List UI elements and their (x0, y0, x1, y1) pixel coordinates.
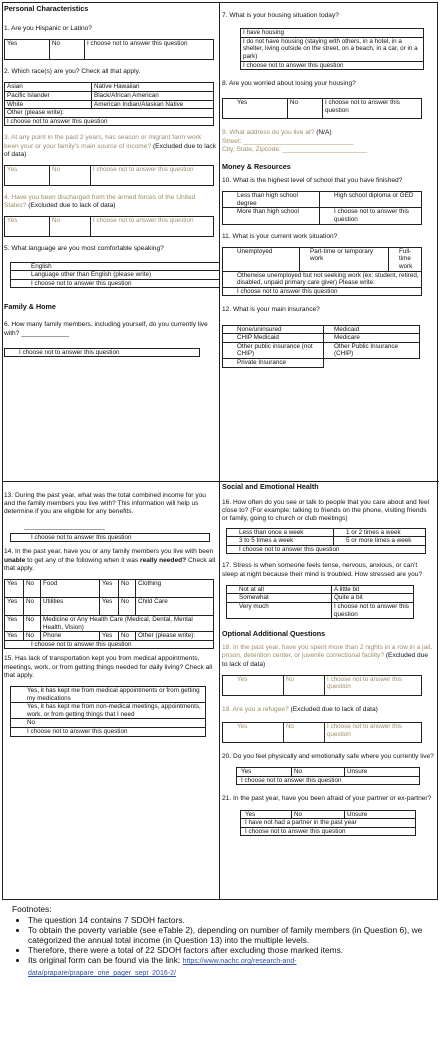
q19-options (222, 722, 422, 743)
street-field[interactable]: Street: ______________________________ (222, 137, 354, 145)
section-title-family: Family & Home (4, 302, 56, 312)
q17-somewhat[interactable]: Somewhat (227, 594, 332, 603)
q11-full-time[interactable]: Full-time work (389, 247, 422, 271)
question-3: 3. At any point in the past 2 years, has season or migrant farm work been your or your family's main source of income? (Excluded due to lack of data) (4, 134, 217, 158)
q7-no-housing[interactable]: I do not have housing (staying with others, in a hotel, in a shelter, living outside on the street, on a beach, in a car, or in a park) (241, 37, 424, 61)
q5-decline[interactable]: I choose not to answer this question (11, 279, 220, 288)
q11-options (222, 247, 422, 297)
q2-decline[interactable]: I choose not to answer this question (5, 117, 214, 126)
question-7: 7. What is your housing situation today? (222, 12, 339, 19)
q14-phone-no[interactable]: No (24, 632, 41, 641)
question-16: 16. How often do you see or talk to people that you care about and feel close to? (For example: talking to friends on the phone, visiting friends or family, going to church or club meetings) (222, 499, 430, 523)
q16-decline[interactable]: I choose not to answer this question (227, 545, 426, 554)
q8-decline[interactable]: I choose not to answer this question (323, 99, 422, 119)
q20-options (236, 767, 420, 785)
q20-no[interactable]: No (292, 768, 345, 777)
q1-no[interactable]: No (50, 40, 85, 60)
question-5: 5. What language are you most comfortable speaking? (4, 245, 164, 253)
q5-english[interactable]: English (11, 262, 220, 271)
q14-medicine: Medicine or Any Health Care (Medical, Dental, Mental Health, Vision) (41, 616, 214, 632)
q14-utilities: Utilities (41, 598, 100, 616)
q3-yes[interactable]: Yes (5, 165, 50, 185)
q2-black[interactable]: Black/African American (92, 92, 214, 101)
q15-options (10, 686, 206, 737)
question-21: 21. In the past year, have you been afraid of your partner or ex-partner? (222, 795, 432, 803)
q4-no[interactable]: No (50, 217, 91, 237)
q21-decline[interactable]: I choose not to answer this question (241, 827, 416, 836)
q20-decline[interactable]: I choose not to answer this question (237, 776, 420, 785)
q8-yes[interactable]: Yes (223, 99, 288, 119)
q2-american-indian[interactable]: American Indian/Alaskan Native (92, 100, 214, 109)
footnotes-title: Footnotes: (12, 904, 52, 914)
q21-yes[interactable]: Yes (241, 810, 292, 819)
q6-blank[interactable]: _____________ (21, 329, 69, 337)
q11-unemployed[interactable]: Unemployed (223, 247, 300, 271)
q14-clothing-yes[interactable]: Yes (100, 580, 119, 598)
q20-yes[interactable]: Yes (237, 768, 292, 777)
footnote-item: • Therefore, there were a total of 22 SDOH factors after excluding those marked items. (28, 945, 432, 955)
q21-no-partner[interactable]: I have not had a partner in the past year (241, 819, 416, 828)
q17-options (226, 585, 414, 619)
q5-options (10, 262, 220, 289)
q2-options (4, 82, 214, 126)
section-title-social: Social and Emotional Health (222, 482, 319, 491)
q7-have-housing[interactable]: I have housing (241, 29, 424, 38)
q12-chip-medicaid[interactable]: CHIP Medicaid (223, 334, 324, 343)
q14-clothing-no[interactable]: No (119, 580, 136, 598)
q1-yes[interactable]: Yes (5, 40, 50, 60)
q4-yes[interactable]: Yes (5, 217, 50, 237)
q13-options (10, 533, 210, 543)
footnotes-list (12, 915, 432, 979)
question-6: 6. How many family members, including yourself, do you currently live with? _____________ (4, 321, 208, 337)
question-19: 19. Are you a refugee? (Excluded due to lack of data) (222, 705, 378, 713)
question-15: 15. Has lack of transportation kept you from medical appointments, meetings, work, or from getting things needed for daily living? Check all that apply. (4, 655, 213, 679)
prapare-link[interactable]: https://www.nachc.org/research-and-data/prapare/prapare_one_pager_sept_2016-2/ (28, 958, 297, 977)
q5-other-language[interactable]: Language other than English (please write) (11, 271, 220, 280)
question-11: 11. What is your current work situation? (222, 232, 338, 240)
q18-decline[interactable]: I choose not to answer this question (325, 675, 422, 695)
q10-hs-diploma[interactable]: High school diploma or GED (320, 192, 422, 208)
q14-decline[interactable]: I choose not to answer this question (5, 640, 214, 649)
q15-no[interactable]: No (11, 719, 206, 728)
q4-decline[interactable]: I choose not to answer this question (91, 217, 214, 237)
q12-uninsured[interactable]: None/uninsured (223, 325, 324, 334)
q12-medicaid[interactable]: Medicaid (324, 325, 420, 334)
q1-options (4, 39, 214, 60)
q2-pacific-islander[interactable]: Pacific Islander (5, 92, 92, 101)
q11-part-time[interactable]: Part-time or temporary work (300, 247, 389, 271)
q8-no[interactable]: No (288, 99, 323, 119)
q12-medicare[interactable]: Medicare (324, 334, 420, 343)
q14-food: Food (41, 580, 100, 598)
q14-clothing: Clothing (136, 580, 214, 598)
left-top-column (4, 4, 216, 357)
q17-very-much[interactable]: Very much (227, 602, 332, 618)
q10-less-than-hs[interactable]: Less than high school degree (223, 192, 320, 208)
q14-other-yes[interactable]: Yes (100, 632, 119, 641)
q14-food-yes[interactable]: Yes (5, 580, 24, 598)
right-top-column (222, 12, 434, 368)
q14-phone: Phone (41, 632, 100, 641)
question-20: 20. Do you feel physically and emotionally safe where you currently live? (222, 752, 434, 760)
q14-utilities-yes[interactable]: Yes (5, 598, 24, 616)
q6-decline[interactable]: I choose not to answer this question (5, 348, 200, 357)
q6-options (4, 348, 200, 358)
q14-other-no[interactable]: No (119, 632, 136, 641)
q11-otherwise[interactable]: Otherwise unemployed but not seeking work (ex: student, retired, disabled, unpaid primary care giver) Please write: (223, 271, 422, 287)
q14-utilities-no[interactable]: No (24, 598, 41, 616)
section-title-optional: Optional Additional Questions (222, 629, 326, 639)
q14-medicine-yes[interactable]: Yes (5, 616, 24, 632)
q14-phone-yes[interactable]: Yes (5, 632, 24, 641)
q2-other[interactable]: Other (please write): (5, 109, 214, 118)
q7-decline[interactable]: I choose not to answer this question (241, 61, 424, 70)
q16-less-once[interactable]: Less than once a week (227, 528, 334, 537)
question-13: 13. During the past year, what was the total combined income for you and the family members you live with? This information will help us determine if you are eligible for any benefits. (4, 492, 206, 516)
q16-options (226, 528, 426, 555)
footnote-item: • Its original form can be found via the link: https://www.nachc.org/research-and-data/prapare/prapare_one_pager_sept_2016-2/ (28, 955, 432, 979)
question-14: 14. In the past year, have you or any family members you live with been unable to get any of the following when it was really needed? Check all that apply. (4, 548, 216, 572)
q2-white[interactable]: White (5, 100, 92, 109)
q10-options (222, 191, 422, 224)
q4-options (4, 216, 214, 237)
q12-private[interactable]: Private Insurance (223, 358, 324, 367)
q13-blank[interactable]: ______________________ (24, 522, 105, 530)
q2-native-hawaiian[interactable]: Native Hawaiian (92, 83, 214, 92)
question-9: 9. What address do you live at? (N/A) (222, 129, 332, 137)
footnote-item: • To obtain the poverty variable (see eTable 2), depending on number of family members (in Question 6), we categorized the annual total income (in Question 13) into the multiple levels. (28, 925, 432, 945)
q15-non-medical[interactable]: Yes, it has kept me from non-medical meetings, appointments, work, or from getting things that I need (11, 703, 206, 719)
q11-decline[interactable]: I choose not to answer this question (223, 287, 422, 296)
question-4: 4. Have you been discharged from the armed forces of the United States? (Excluded due to lack of data) (4, 193, 196, 210)
q14-other: Other (please write): (136, 632, 214, 641)
question-17: 17. Stress is when someone feels tense, nervous, anxious, or can't sleep at night because their mind is troubled. How stressed are you? (222, 562, 423, 578)
section-title-money: Money & Resources (222, 161, 291, 171)
q17-decline[interactable]: I choose not to answer this question (332, 602, 414, 618)
q18-options (222, 675, 422, 696)
q17-quite-bit[interactable]: Quite a bit (332, 594, 414, 603)
footnotes (12, 904, 432, 979)
q19-no[interactable]: No (284, 722, 325, 742)
q3-decline[interactable]: I choose not to answer this question (91, 165, 214, 185)
q3-no[interactable]: No (50, 165, 91, 185)
q16-3-5[interactable]: 3 to 5 times a week (227, 537, 334, 546)
q16-1-2[interactable]: 1 or 2 times a week (334, 528, 426, 537)
left-bottom-column (4, 492, 216, 737)
q19-yes[interactable]: Yes (223, 722, 284, 742)
q16-5-more[interactable]: 5 or more times a week (334, 537, 426, 546)
q14-options (4, 579, 214, 649)
q14-childcare-no[interactable]: No (119, 598, 136, 616)
q14-food-no[interactable]: No (24, 580, 41, 598)
q10-decline[interactable]: I choose not to answer this question (320, 208, 422, 224)
q18-no[interactable]: No (284, 675, 325, 695)
q7-options (240, 28, 424, 70)
q12-options (222, 325, 420, 368)
city-field[interactable]: City, State, Zipcode: _______________________ (222, 145, 368, 153)
q21-options (240, 810, 416, 837)
q10-more-than-hs[interactable]: More than high school (223, 208, 320, 224)
q17-not-at-all[interactable]: Not at all (227, 585, 332, 594)
q15-medical[interactable]: Yes, it has kept me from medical appointments or from getting my medications (11, 687, 206, 703)
q21-unsure[interactable]: Unsure (345, 810, 416, 819)
footnote-item: • The question 14 contains 7 SDOH factors. (28, 915, 432, 925)
q3-options (4, 165, 214, 186)
question-8: 8. Are you worried about losing your housing? (222, 80, 356, 88)
right-bottom-column (222, 482, 434, 836)
q1-decline[interactable]: I choose not to answer this question (85, 40, 214, 60)
q14-childcare-yes[interactable]: Yes (100, 598, 119, 616)
q8-options (222, 98, 422, 119)
q21-no[interactable]: No (292, 810, 345, 819)
q19-decline[interactable]: I choose not to answer this question (325, 722, 422, 742)
column-divider (219, 3, 220, 899)
q12-other-public[interactable]: Other public insurance (not CHIP) (223, 342, 324, 358)
question-2: 2. Which race(s) are you? Check all that apply. (4, 68, 141, 76)
q20-unsure[interactable]: Unsure (345, 768, 420, 777)
q14-medicine-no[interactable]: No (24, 616, 41, 632)
q2-asian[interactable]: Asian (5, 83, 92, 92)
question-10: 10. What is the highest level of school that you have finished? (222, 176, 403, 184)
q12-other-public-chip[interactable]: Other Public Insurance (CHIP) (324, 342, 420, 358)
q14-childcare: Child Care (136, 598, 214, 616)
q13-decline[interactable]: I choose not to answer this question (11, 533, 210, 542)
q18-yes[interactable]: Yes (223, 675, 284, 695)
q15-decline[interactable]: I choose not to answer this question (11, 727, 206, 736)
question-18: 18. In the past year, have you spent more than 2 nights in a row in a jail, prison, detention center, or juvenile correctional facility? (Excluded due to lack of data) (222, 644, 433, 668)
section-title-personal: Personal Characteristics (4, 4, 89, 13)
question-12: 12. What is your main insurance? (222, 306, 320, 314)
q17-little-bit[interactable]: A little bit (332, 585, 414, 594)
question-1: 1. Are you Hispanic or Latino? (4, 25, 92, 32)
